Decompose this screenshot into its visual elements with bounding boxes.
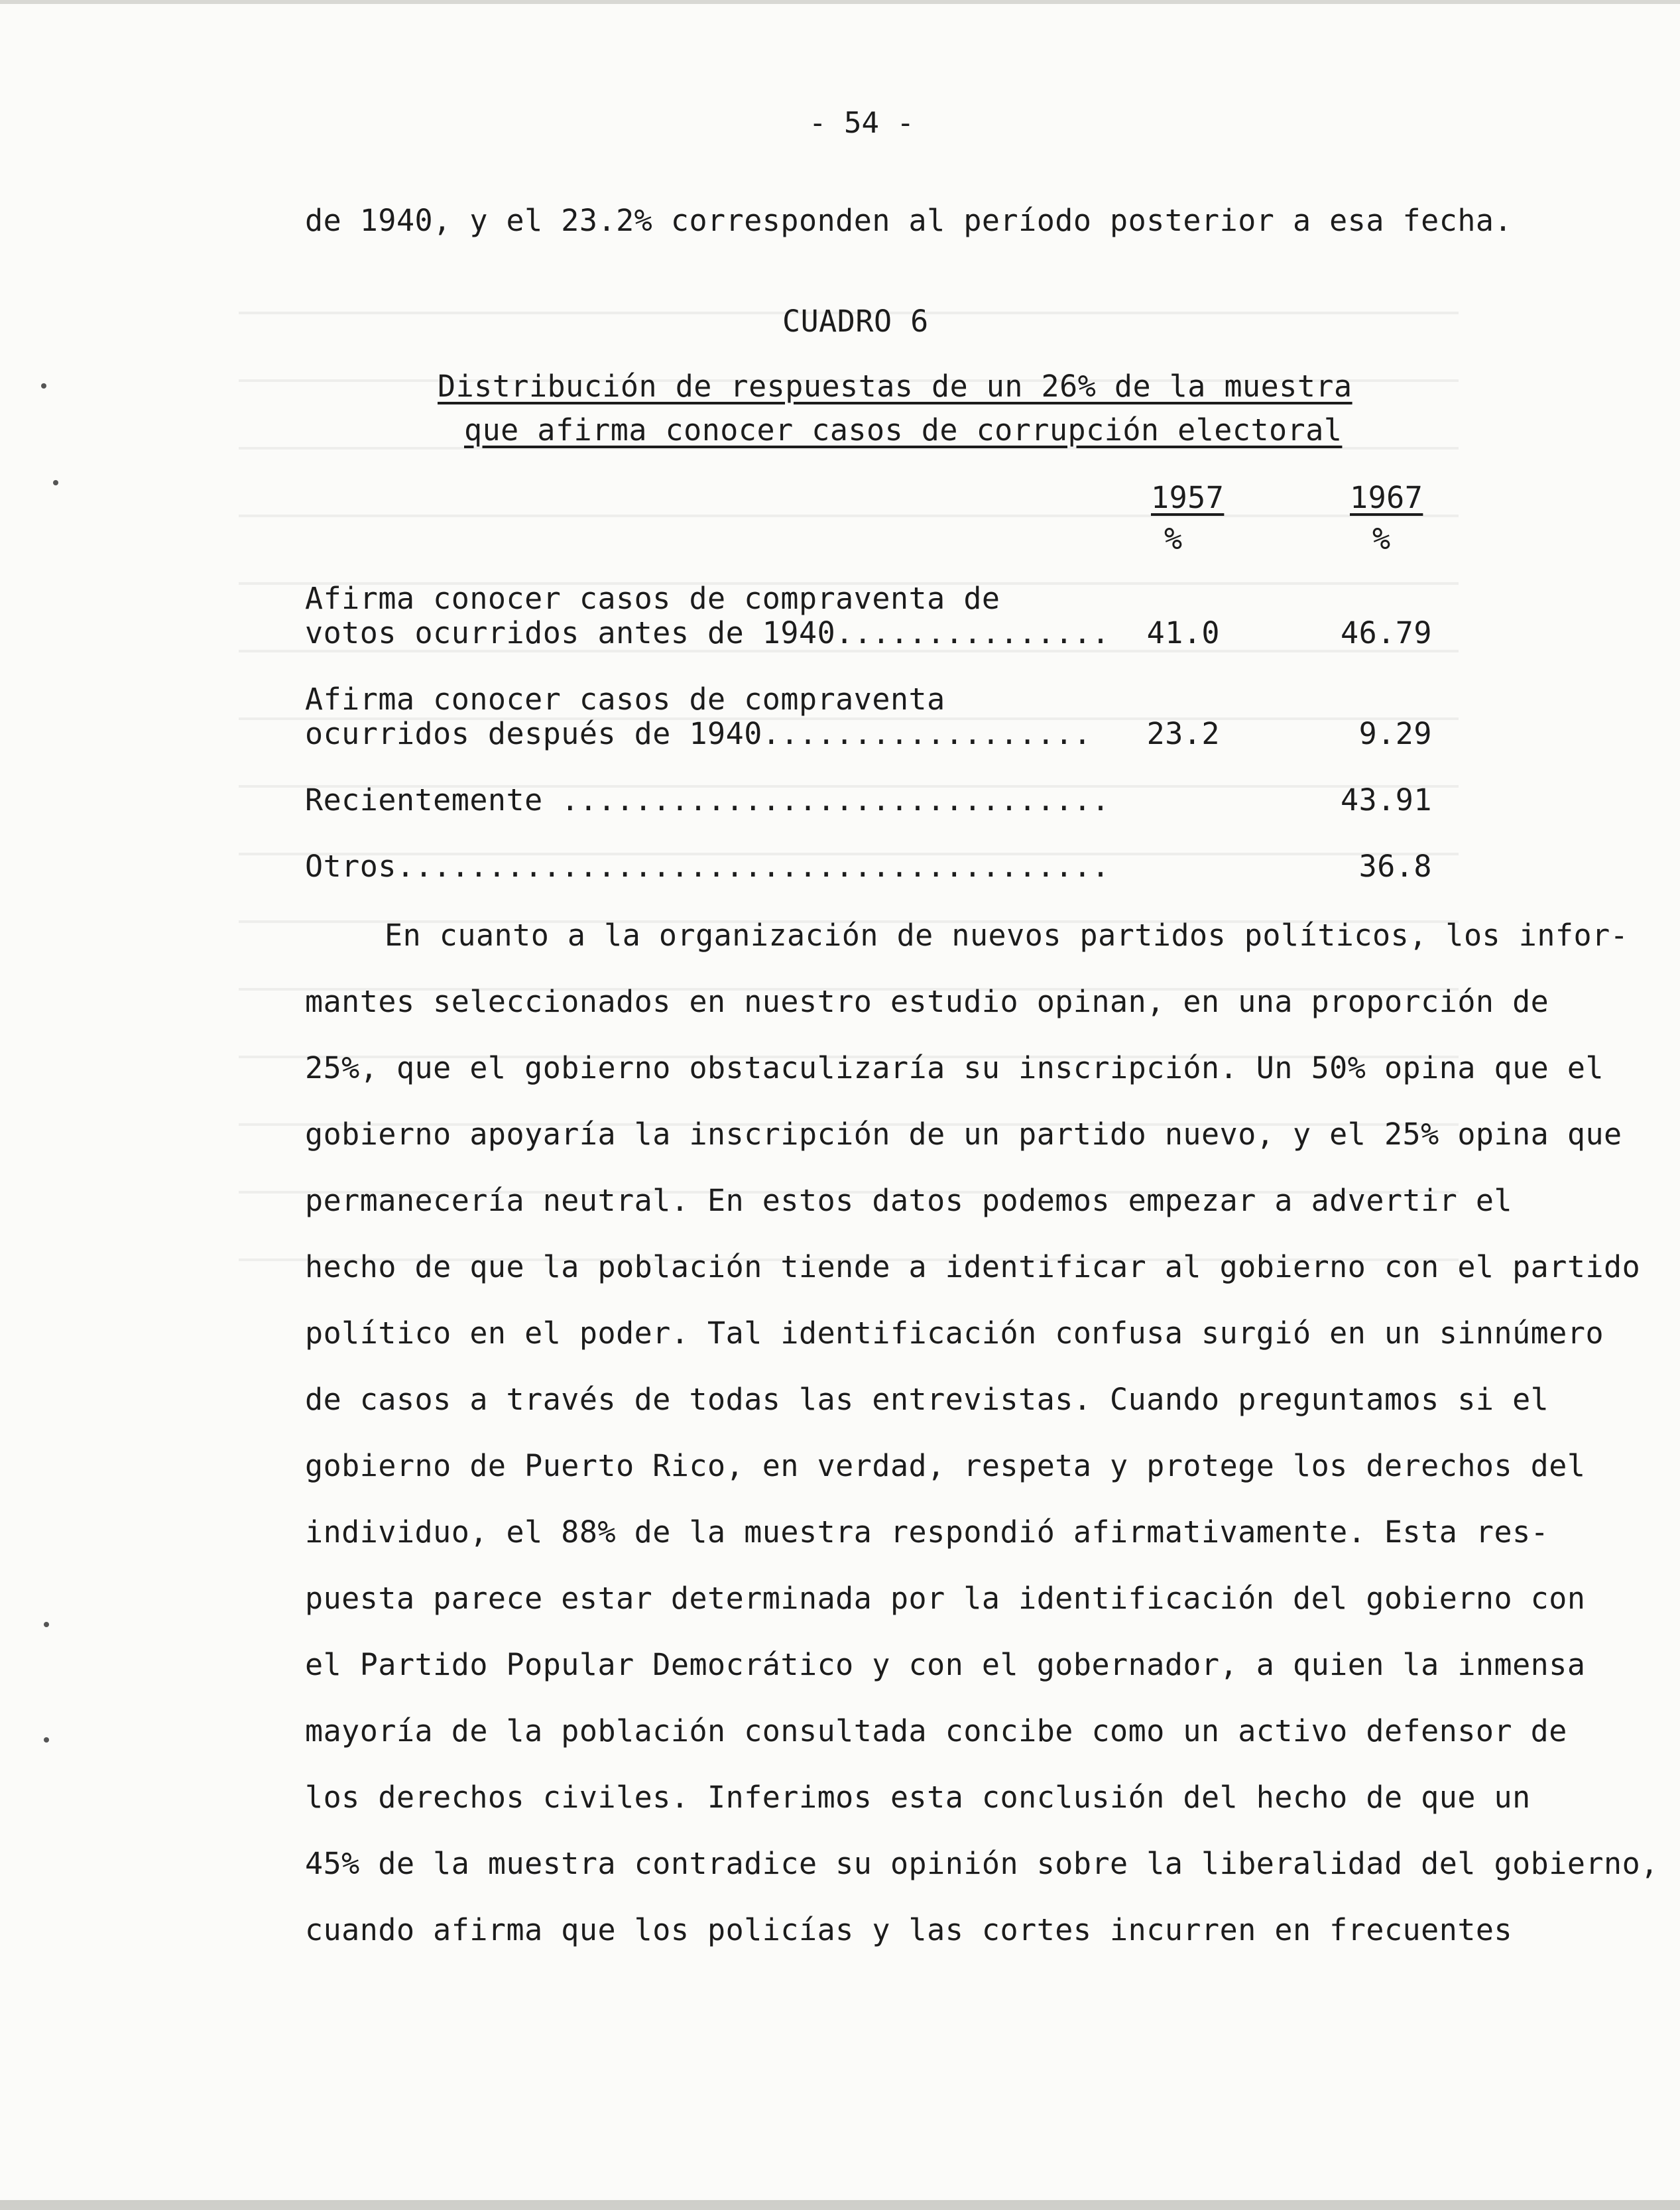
paragraph-line: hecho de que la población tiende a identificar al gobierno con el partido (305, 1249, 1641, 1284)
column-unit-1967: % (1372, 521, 1391, 556)
table-row-2-label-line-1: Afirma conocer casos de compraventa (305, 682, 945, 717)
column-header-1967: 1967 (1350, 480, 1423, 515)
table-row-2-value-1957: 23.2 (1146, 716, 1220, 751)
table-row-4-value-1967: 36.8 (1358, 849, 1432, 884)
table-row-4-label: Otros....................................... (305, 849, 1110, 884)
margin-mark (53, 480, 58, 485)
paragraph-line: permanecería neutral. En estos datos podemos empezar a advertir el (305, 1183, 1513, 1218)
table-caption-line-2: que afirma conocer casos de corrupción electoral (464, 412, 1343, 448)
column-unit-1957: % (1164, 521, 1183, 556)
page-number: - 54 - (809, 106, 914, 140)
table-caption-line-1: Distribución de respuestas de un 26% de la muestra (438, 369, 1352, 404)
table-row-2-value-1967: 9.29 (1358, 716, 1432, 751)
paragraph-line: mayoría de la población consultada concibe como un activo defensor de (305, 1713, 1567, 1749)
paragraph-line: En cuanto a la organización de nuevos partidos políticos, los infor- (385, 918, 1629, 953)
paragraph-line: gobierno de Puerto Rico, en verdad, respeta y protege los derechos del (305, 1448, 1586, 1483)
table-row-3-label: Recientemente .............................. (305, 782, 1110, 818)
table-row-1-label-line-2: votos ocurridos antes de 1940............... (305, 615, 1110, 650)
paragraph-line: mantes seleccionados en nuestro estudio opinan, en una proporción de (305, 984, 1549, 1019)
paragraph-line: de casos a través de todas las entrevistas. Cuando preguntamos si el (305, 1382, 1549, 1417)
paragraph-line: el Partido Popular Democrático y con el gobernador, a quien la inmensa (305, 1647, 1586, 1682)
table-title: CUADRO 6 (782, 304, 929, 339)
column-header-1957: 1957 (1151, 480, 1225, 515)
paragraph-line: 45% de la muestra contradice su opinión sobre la liberalidad del gobierno, (305, 1846, 1659, 1881)
paragraph-line: los derechos civiles. Inferimos esta conclusión del hecho de que un (305, 1780, 1531, 1815)
table-row-1-value-1957: 41.0 (1146, 615, 1220, 650)
page-bottom-edge (0, 2200, 1680, 2210)
first-line: de 1940, y el 23.2% corresponden al período posterior a esa fecha. (305, 203, 1513, 238)
paragraph-line: individuo, el 88% de la muestra respondió afirmativamente. Esta res- (305, 1514, 1549, 1550)
margin-mark (44, 1737, 49, 1743)
table-row-3-value-1967: 43.91 (1341, 782, 1432, 818)
table-row-2-label-line-2: ocurridos después de 1940.................. (305, 716, 1092, 751)
paragraph-line: 25%, que el gobierno obstaculizaría su inscripción. Un 50% opina que el (305, 1050, 1604, 1085)
paragraph-line: puesta parece estar determinada por la identificación del gobierno con (305, 1581, 1586, 1616)
paragraph-line: cuando afirma que los policías y las cortes incurren en frecuentes (305, 1912, 1513, 1947)
table-row-1-value-1967: 46.79 (1341, 615, 1432, 650)
margin-mark (44, 1622, 49, 1627)
table-row-1-label-line-1: Afirma conocer casos de compraventa de (305, 581, 1000, 616)
paragraph-line: gobierno apoyaría la inscripción de un partido nuevo, y el 25% opina que (305, 1117, 1622, 1152)
margin-mark (41, 383, 46, 389)
page-top-edge (0, 0, 1680, 4)
paragraph-line: político en el poder. Tal identificación confusa surgió en un sinnúmero (305, 1316, 1604, 1351)
